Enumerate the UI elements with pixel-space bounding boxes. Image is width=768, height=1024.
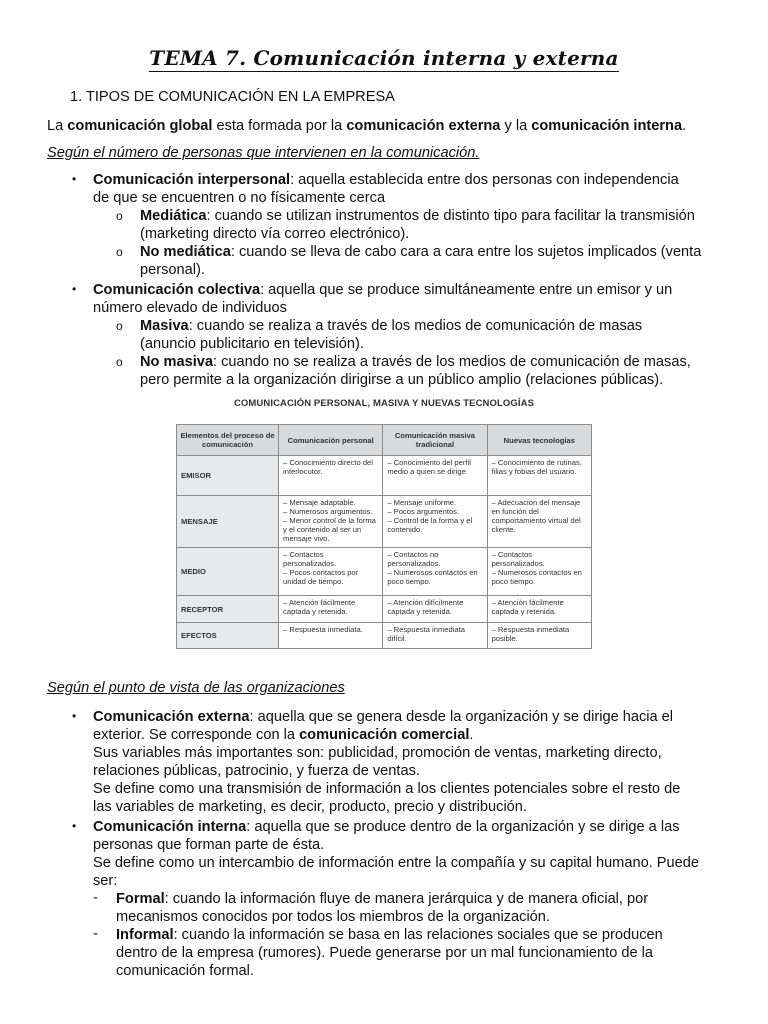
bullet-marker: • <box>72 282 77 296</box>
table-cell-item: – Contactos personalizados. <box>491 550 545 568</box>
table-cell-masiva <box>383 596 487 623</box>
externa-line1: Comunicación externa: aquella que se genera desde la organización y se dirige hacia el <box>93 709 674 725</box>
table-cell-nuevas <box>487 456 591 496</box>
table-header: Elementos del proceso de comunicación <box>177 425 279 456</box>
table-cell-item: – Contactos no personalizados. <box>387 550 441 568</box>
table-row <box>177 496 592 548</box>
interpersonal-line2: de que se encuentren o no físicamente cerca <box>93 190 386 206</box>
table-cell-masiva <box>383 548 487 596</box>
externa-line4: relaciones públicas, patrocinio, y fuerza de ventas. <box>93 763 420 779</box>
informal-line3: comunicación formal. <box>116 963 254 979</box>
bullet-marker: • <box>72 172 77 186</box>
table-cell-item: – Numerosos contactos en poco tiempo. <box>387 568 478 586</box>
table-cell-item: – Atención difícilmente captada y retenida. <box>387 598 464 616</box>
informal-line2: dentro de la empresa (rumores). Puede generarse por un mal funcionamiento de la <box>116 945 654 961</box>
table-header: Comunicación personal <box>279 425 383 456</box>
no-masiva-line1: No masiva: cuando no se realiza a través de los medios de comunicación de masas, <box>140 354 691 370</box>
externa-line3: Sus variables más importantes son: publicidad, promoción de ventas, marketing directo, <box>93 745 662 761</box>
table-cell-item: – Conocimiento de rutinas, filias y fobias del usuario. <box>491 458 582 476</box>
no-mediatica-line2: personal). <box>140 262 205 278</box>
formal-line2: mecanismos conocidos por todos los miembros de la organización. <box>116 909 550 925</box>
table-row <box>177 456 592 496</box>
bullet-marker: • <box>72 819 77 833</box>
no-mediatica-line1: No mediática: cuando se lleva de cabo cara a cara entre los sujetos implicados (venta <box>140 244 702 260</box>
interna-line3: Se define como un intercambio de información entre la compañía y su capital humano. Puede <box>93 855 699 871</box>
comparison-table <box>176 424 592 649</box>
sub-bullet-marker: o <box>116 245 123 259</box>
table-row-label: MENSAJE <box>177 496 279 548</box>
externa-line5: Se define como una transmisión de información a los clientes potenciales sobre el resto de <box>93 781 681 797</box>
intro-paragraph: La comunicación global esta formada por la comunicación externa y la comunicación interna. <box>47 118 687 134</box>
subheading-organizaciones: Según el punto de vista de las organizaciones <box>47 680 345 696</box>
table-cell-item: – Pocos argumentos. <box>387 507 460 516</box>
table-cell-item: – Pocos contactos por unidad de tiempo. <box>283 568 359 586</box>
table-cell-masiva <box>383 456 487 496</box>
table-cell-nuevas <box>487 496 591 548</box>
table-header: Comunicación masiva tradicional <box>383 425 487 456</box>
colectiva-line2: número elevado de individuos <box>93 300 287 316</box>
interna-line2: personas que forman parte de ésta. <box>93 837 325 853</box>
sub-bullet-marker: o <box>116 319 123 333</box>
bullet-marker: • <box>72 709 77 723</box>
table-header-row <box>177 425 592 456</box>
table-cell-item: – Mensaje uniforme. <box>387 498 457 507</box>
dash-marker: - <box>93 890 98 906</box>
table-row <box>177 596 592 623</box>
colectiva-line1: Comunicación colectiva: aquella que se produce simultáneamente entre un emisor y un <box>93 282 673 298</box>
externa-line2: exterior. Se corresponde con la comunicación comercial. <box>93 727 474 743</box>
table-cell-item: – Numerosos argumentos. <box>283 507 373 516</box>
table-cell-nuevas <box>487 596 591 623</box>
table-cell-nuevas <box>487 548 591 596</box>
sub-bullet-marker: o <box>116 355 123 369</box>
interna-line4: ser: <box>93 873 118 889</box>
comparison-table-figure <box>176 396 592 658</box>
informal-line1: Informal: cuando la información se basa en las relaciones sociales que se producen <box>116 927 663 943</box>
table-cell-item: – Respuesta inmediata posible. <box>491 625 570 643</box>
table-header: Nuevas tecnologías <box>487 425 591 456</box>
table-cell-item: – Numerosos contactos en poco tiempo. <box>491 568 582 586</box>
table-cell-item: – Respuesta inmediata difícil. <box>387 625 465 643</box>
table-row-label: RECEPTOR <box>177 596 279 623</box>
subheading-personas: Según el número de personas que intervienen en la comunicación. <box>47 145 480 161</box>
table-row-label: EFECTOS <box>177 623 279 649</box>
section-heading-tipos: 1. TIPOS DE COMUNICACIÓN EN LA EMPRESA <box>70 89 395 105</box>
table-cell-personal <box>279 623 383 649</box>
table-cell-item: – Menor control de la forma y el contenido al ser un mensaje vivo. <box>283 516 376 543</box>
sub-bullet-marker: o <box>116 209 123 223</box>
no-masiva-line2: pero permite a la organización dirigirse a un público amplio (relaciones públicas). <box>140 372 664 388</box>
table-title: COMUNICACIÓN PERSONAL, MASIVA Y NUEVAS TECNOLOGÍAS <box>233 398 535 409</box>
table-row <box>177 623 592 649</box>
interpersonal-line1: Comunicación interpersonal: aquella establecida entre dos personas con independencia <box>93 172 679 188</box>
table-cell-nuevas <box>487 623 591 649</box>
table-cell-item: – Atención fácilmente captada y retenida. <box>491 598 564 616</box>
dash-marker: - <box>93 926 98 942</box>
table-row-label: MEDIO <box>177 548 279 596</box>
masiva-line1: Masiva: cuando se realiza a través de los medios de comunicación de masas <box>140 318 643 334</box>
table-cell-personal <box>279 496 383 548</box>
table-cell-personal <box>279 596 383 623</box>
table-cell-item: – Conocimiento directo del interlocutor. <box>283 458 373 476</box>
table-cell-personal <box>279 456 383 496</box>
table-cell-item: – Control de la forma y el contenido. <box>387 516 473 534</box>
table-cell-item: – Adecuación del mensaje en función del comportamiento virtual del cliente. <box>491 498 581 534</box>
table-cell-item: – Mensaje adaptable. <box>283 498 356 507</box>
interna-line1: Comunicación interna: aquella que se produce dentro de la organización y se dirige a las <box>93 819 680 835</box>
table-cell-item: – Conocimiento del perfil medio a quien se dirige. <box>387 458 471 476</box>
formal-line1: Formal: cuando la información fluye de manera jerárquica y de manera oficial, por <box>116 891 649 907</box>
table-cell-item: – Atención fácilmente captada y retenida. <box>283 598 356 616</box>
mediatica-line1: Mediática: cuando se utilizan instrumentos de distinto tipo para facilitar la transmisión <box>140 208 695 224</box>
table-row-label: EMISOR <box>177 456 279 496</box>
masiva-line2: (anuncio publicitario en televisión). <box>140 336 364 352</box>
table-cell-masiva <box>383 496 487 548</box>
document-title: TEMA 7. Comunicación interna y externa <box>149 46 619 70</box>
table-cell-item: – Contactos personalizados. <box>283 550 337 568</box>
table-cell-masiva <box>383 623 487 649</box>
table-cell-item: – Respuesta inmediata. <box>283 625 363 634</box>
externa-line6: las variables de marketing, es decir, producto, precio y distribución. <box>93 799 527 815</box>
table-cell-personal <box>279 548 383 596</box>
mediatica-line2: (marketing directo vía correo electrónico). <box>140 226 410 242</box>
table-row <box>177 548 592 596</box>
